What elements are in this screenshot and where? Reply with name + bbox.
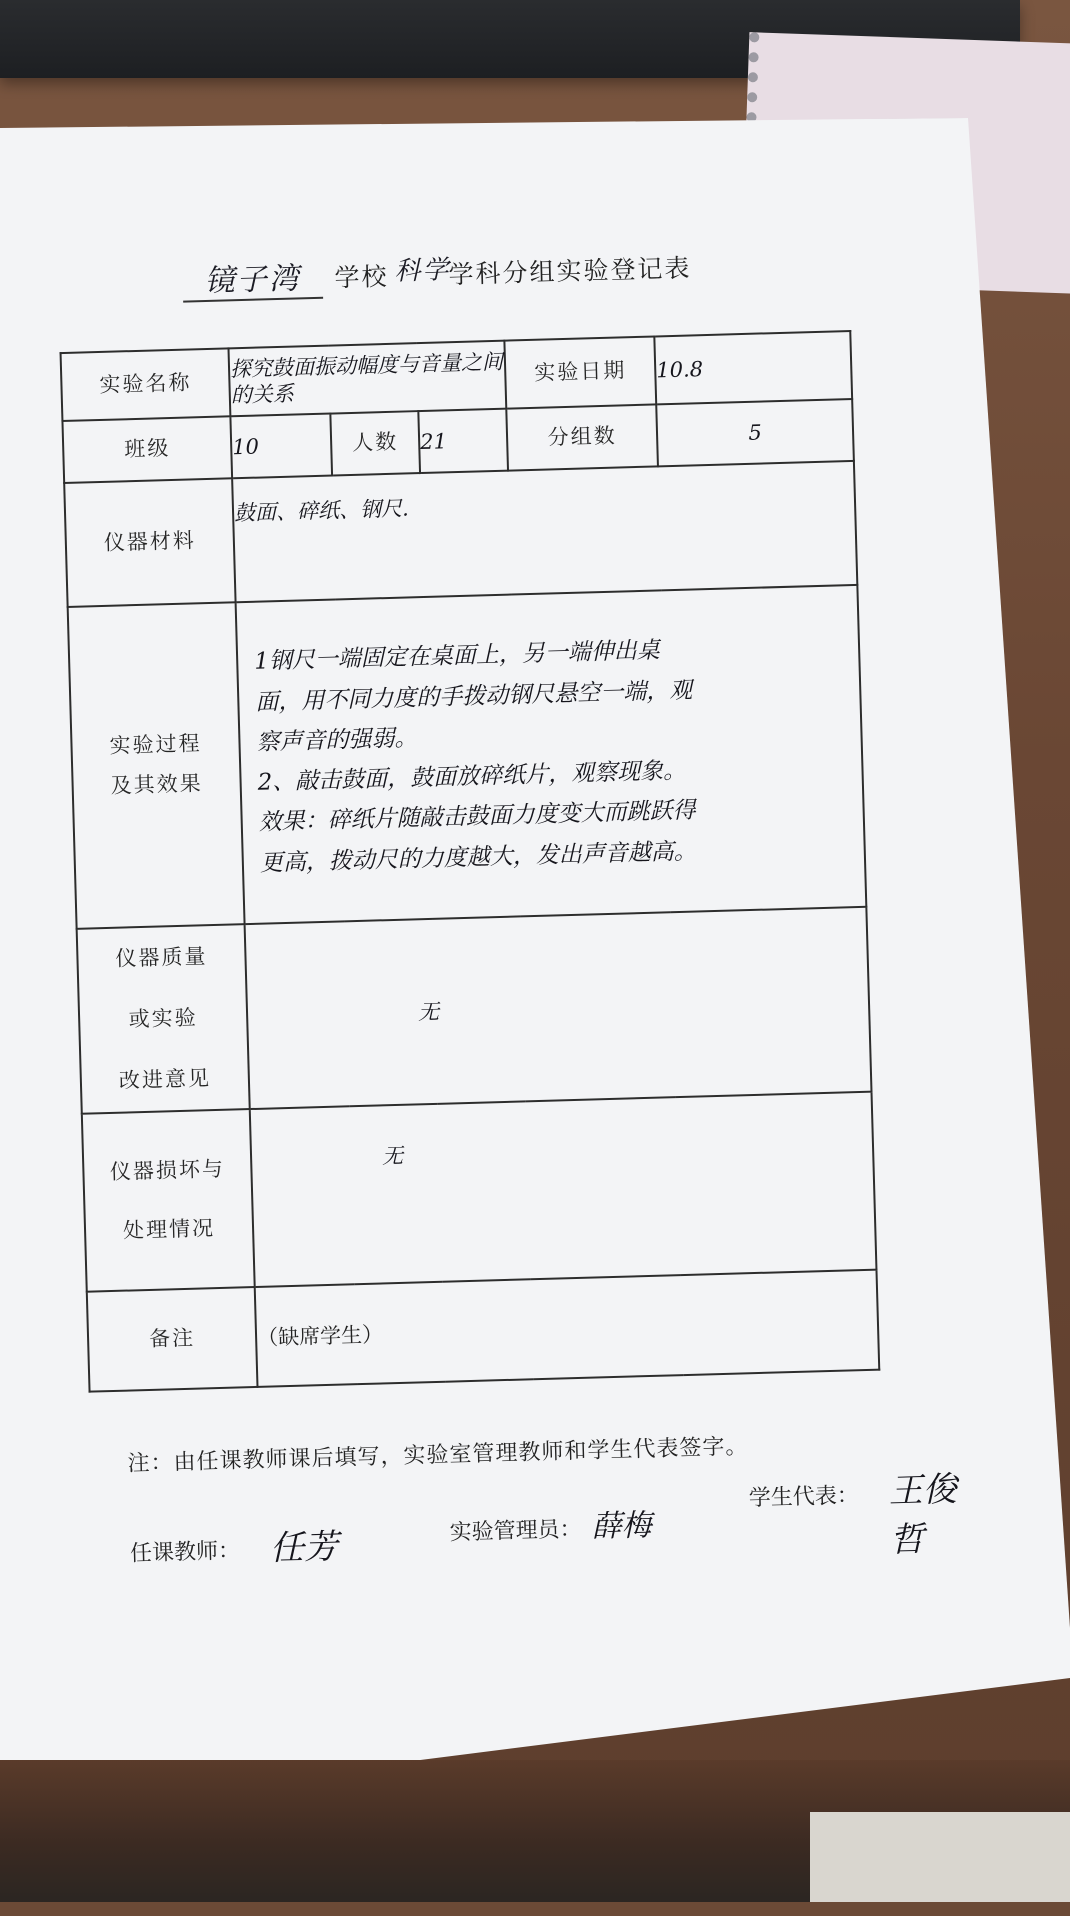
title-subject: 科学	[393, 255, 451, 287]
registration-table	[60, 330, 881, 1392]
exp-date-value: 10.8	[654, 331, 852, 404]
title-form-name: 学科分组实验登记表	[448, 253, 692, 290]
teacher-signature: 任芳	[269, 1526, 339, 1569]
admin-signature: 薛梅	[591, 1508, 653, 1545]
damage-value: 无	[250, 1091, 877, 1286]
materials-label: 仪器材料	[64, 478, 235, 607]
remarks-label: 备注	[87, 1287, 258, 1392]
student-signature: 王俊哲	[888, 1469, 958, 1561]
student-label: 学生代表：	[748, 1483, 860, 1512]
process-label	[68, 602, 245, 929]
damage-label-line2: 处理情况	[122, 1215, 216, 1243]
materials-value: 鼓面、碎纸、钢尺.	[232, 461, 857, 602]
row-damage	[82, 1091, 877, 1291]
process-line: 面，用不同力度的手拨动钢尺悬空一端，观	[255, 677, 693, 716]
process-label-line2: 及其效果	[110, 771, 203, 798]
process-line: 察声音的强弱。	[256, 724, 418, 756]
people-value: 21	[418, 409, 508, 473]
teacher-label: 任课教师：	[129, 1538, 241, 1567]
title-school-suffix: 学校	[334, 261, 389, 293]
signature-row	[129, 1469, 991, 1597]
groups-value: 5	[656, 399, 854, 466]
row-process	[68, 585, 867, 929]
people-label: 人数	[330, 411, 420, 475]
process-value	[236, 585, 867, 924]
row-materials	[64, 461, 857, 607]
process-line: 1钢尺一端固定在桌面上，另一端伸出桌	[253, 637, 661, 676]
class-label: 班级	[62, 416, 232, 483]
quality-label-line3: 改进意见	[118, 1065, 212, 1093]
process-line: 更高，拨动尺的力度越大，发出声音越高。	[259, 837, 698, 877]
class-value: 10	[230, 414, 332, 479]
process-line: 2、敲击鼓面，鼓面放碎纸片，观察现象。	[257, 757, 687, 796]
remarks-value: （缺席学生）	[255, 1269, 880, 1386]
quality-value: 无	[245, 907, 872, 1109]
row-quality	[77, 907, 872, 1114]
process-label-line1: 实验过程	[109, 731, 202, 758]
quality-label-line1: 仪器质量	[115, 944, 208, 971]
process-text	[237, 615, 864, 894]
title-school-name: 镜子湾	[182, 253, 323, 303]
quality-label-line2: 或实验	[128, 1005, 198, 1032]
quality-label	[77, 924, 250, 1113]
process-line: 效果：碎纸片随敲击鼓面力度变大而跳跃得	[258, 797, 696, 836]
groups-label: 分组数	[506, 404, 658, 470]
exp-name-label: 实验名称	[61, 348, 231, 421]
floor-tile	[810, 1812, 1070, 1902]
damage-label	[82, 1109, 255, 1292]
footer-note: 注：由任课教师课后填写，实验室管理教师和学生代表签字。	[127, 1434, 749, 1477]
exp-name-value: 探究鼓面振动幅度与音量之间的关系	[228, 341, 506, 417]
damage-label-line1: 仪器损坏与	[109, 1156, 226, 1184]
row-remarks	[87, 1269, 880, 1391]
exp-date-label: 实验日期	[504, 336, 656, 408]
form-title	[182, 239, 803, 306]
admin-label: 实验管理员：	[449, 1516, 582, 1546]
